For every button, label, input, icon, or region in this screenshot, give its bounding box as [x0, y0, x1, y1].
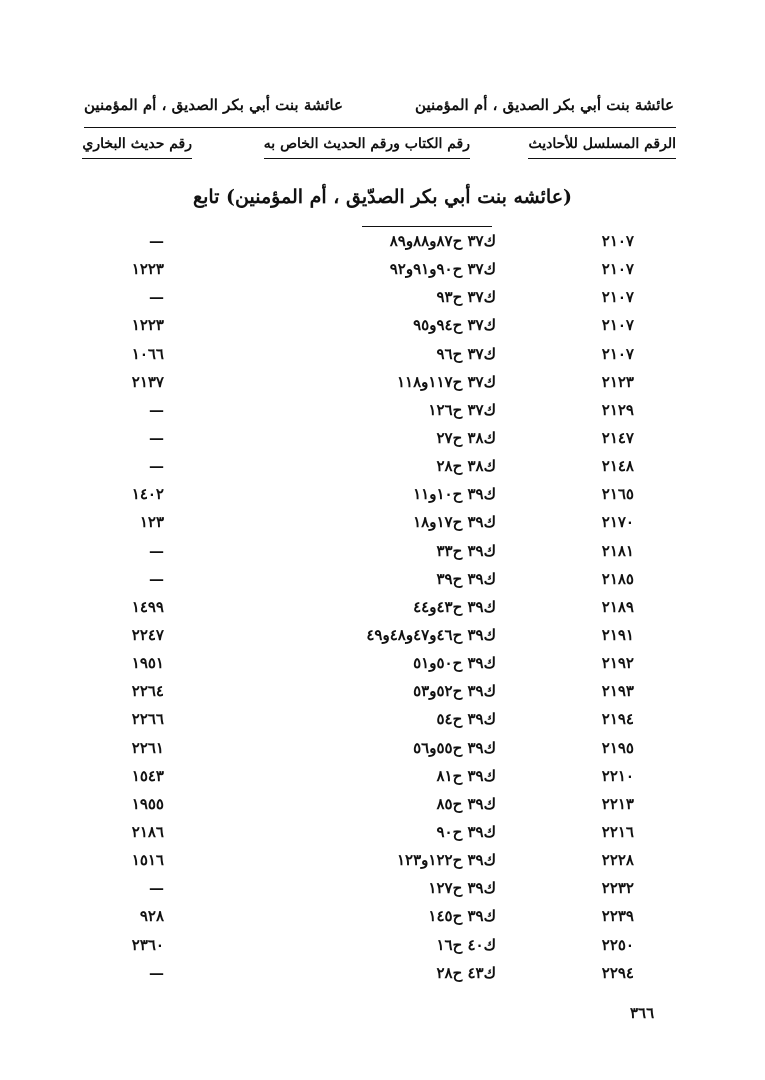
- serial-number-cell: ٢١٨٩: [601, 597, 634, 616]
- book-hadith-cell: ك٣٩ ح٤٣و٤٤: [413, 597, 496, 616]
- section-title: (عائشه بنت أبي بكر الصدّيق ، أم المؤمنين) تابع: [192, 186, 573, 208]
- serial-number-cell: ٢١٤٧: [601, 428, 634, 447]
- serial-number-cell: ٢١٩١: [601, 625, 634, 644]
- table-row: [84, 538, 676, 566]
- bukhari-number-cell: ٩٢٨: [139, 907, 164, 926]
- table-row: [84, 566, 676, 594]
- book-hadith-cell: ك٣٨ ح٢٨: [436, 457, 496, 476]
- bukhari-number-cell: —: [149, 541, 164, 560]
- book-hadith-cell: ك٣٧ ح٩٣: [436, 288, 496, 307]
- table-row: [84, 903, 676, 931]
- bukhari-number-cell: ٢٣٦٠: [131, 935, 164, 954]
- bukhari-number-cell: ٢٢٦٤: [131, 682, 164, 701]
- table-row: [84, 397, 676, 425]
- bukhari-number-cell: —: [149, 288, 164, 307]
- book-hadith-cell: ك٣٧ ح٩٦: [436, 344, 496, 363]
- book-hadith-cell: ك٣٩ ح٩٠: [436, 822, 496, 841]
- serial-number-cell: ٢١٨٥: [601, 569, 634, 588]
- book-hadith-cell: ك٣٩ ح١٢٧: [428, 879, 496, 898]
- book-hadith-cell: ك٣٩ ح١٠و١١: [413, 485, 496, 504]
- serial-number-cell: ٢٢١٠: [601, 766, 634, 785]
- book-hadith-cell: ك٣٩ ح٣٩: [436, 569, 496, 588]
- bukhari-number-cell: ٢٢٦٦: [131, 710, 164, 729]
- bukhari-number-cell: ١٤٩٩: [131, 597, 164, 616]
- serial-number-cell: ٢١٩٢: [601, 654, 634, 673]
- serial-number-cell: ٢١٠٧: [601, 344, 634, 363]
- book-hadith-cell: ك٣٩ ح٥٠و٥١: [413, 654, 496, 673]
- book-hadith-cell: ك٤٣ ح٢٨: [436, 963, 496, 982]
- column-header-book: رقم الكتاب ورقم الحديث الخاص به: [264, 136, 470, 159]
- table-row: [84, 341, 676, 369]
- serial-number-cell: ٢١٠٧: [601, 316, 634, 335]
- serial-number-cell: ٢٢١٣: [601, 794, 634, 813]
- table-row: [84, 791, 676, 819]
- header-rule: [84, 127, 676, 128]
- bukhari-number-cell: ٢١٣٧: [131, 372, 164, 391]
- book-hadith-cell: ك٣٧ ح٩٤و٩٥: [413, 316, 496, 335]
- bukhari-number-cell: —: [149, 569, 164, 588]
- table-row: [84, 256, 676, 284]
- bukhari-number-cell: ١٢٢٣: [131, 260, 164, 279]
- bukhari-number-cell: ١٢٣: [139, 513, 164, 532]
- page-number: ٣٦٦: [630, 1004, 655, 1022]
- bukhari-number-cell: —: [149, 457, 164, 476]
- running-head-right: عائشة بنت أبي بكر الصديق ، أم المؤمنين: [415, 96, 674, 114]
- bukhari-number-cell: ١٠٦٦: [131, 344, 164, 363]
- book-hadith-cell: ك٣٩ ح١٤٥: [428, 907, 496, 926]
- bukhari-number-cell: ٢٢٦١: [131, 738, 164, 757]
- table-row: [84, 763, 676, 791]
- table-row: [84, 706, 676, 734]
- bukhari-number-cell: ١٩٥٥: [131, 794, 164, 813]
- table-row: [84, 481, 676, 509]
- table-row: [84, 960, 676, 988]
- serial-number-cell: ٢١٧٠: [601, 513, 634, 532]
- serial-number-cell: ٢٢٣٩: [601, 907, 634, 926]
- bukhari-number-cell: —: [149, 879, 164, 898]
- bukhari-number-cell: ١٢٢٣: [131, 316, 164, 335]
- book-hadith-cell: ك٣٧ ح٨٧و٨٨و٨٩: [389, 232, 496, 250]
- serial-number-cell: ٢١٩٥: [601, 738, 634, 757]
- column-header-bukhari: رقم حديث البخاري: [82, 136, 192, 159]
- book-hadith-cell: ك٣٩ ح١٢٢و١٢٣: [397, 851, 496, 870]
- serial-number-cell: ٢١٦٥: [601, 485, 634, 504]
- book-hadith-cell: ك٣٩ ح٥٤: [436, 710, 496, 729]
- table-row: [84, 650, 676, 678]
- table-row: [84, 425, 676, 453]
- bukhari-number-cell: ١٥١٦: [131, 851, 164, 870]
- table-row: [84, 847, 676, 875]
- book-hadith-cell: ك٣٩ ح٤٦و٤٧و٤٨و٤٩: [366, 625, 496, 644]
- bukhari-number-cell: ١٤٠٢: [131, 485, 164, 504]
- book-hadith-cell: ك٣٩ ح٨٥: [436, 794, 496, 813]
- running-head: [84, 96, 674, 114]
- serial-number-cell: ٢١٠٧: [601, 232, 634, 250]
- book-hadith-cell: ك٣٨ ح٢٧: [436, 428, 496, 447]
- serial-number-cell: ٢١٠٧: [601, 260, 634, 279]
- table-row: [84, 819, 676, 847]
- serial-number-cell: ٢٢٩٤: [601, 963, 634, 982]
- book-hadith-cell: ك٣٩ ح٥٢و٥٣: [413, 682, 496, 701]
- table-row: [84, 509, 676, 537]
- title-underline: [362, 226, 492, 227]
- table-row: [84, 369, 676, 397]
- serial-number-cell: ٢١٩٣: [601, 682, 634, 701]
- book-hadith-cell: ك٣٩ ح٨١: [436, 766, 496, 785]
- hadith-table: [84, 228, 676, 988]
- table-row: [84, 284, 676, 312]
- bukhari-number-cell: —: [149, 428, 164, 447]
- column-headers: [84, 136, 676, 166]
- table-row: [84, 228, 676, 256]
- table-row: [84, 453, 676, 481]
- bukhari-number-cell: —: [149, 963, 164, 982]
- book-hadith-cell: ك٤٠ ح١٦: [436, 935, 496, 954]
- book-hadith-cell: ك٣٩ ح٣٣: [436, 541, 496, 560]
- table-row: [84, 622, 676, 650]
- bukhari-number-cell: ٢٢٤٧: [131, 625, 164, 644]
- running-head-left: عائشة بنت أبي بكر الصديق ، أم المؤمنين: [84, 96, 343, 114]
- table-row: [84, 735, 676, 763]
- table-row: [84, 875, 676, 903]
- serial-number-cell: ٢١٢٩: [601, 400, 634, 419]
- bukhari-number-cell: —: [149, 400, 164, 419]
- bukhari-number-cell: —: [149, 232, 164, 250]
- serial-number-cell: ٢٢٣٢: [601, 879, 634, 898]
- table-row: [84, 312, 676, 340]
- table-row: [84, 594, 676, 622]
- serial-number-cell: ٢١٨١: [601, 541, 634, 560]
- column-header-serial: الرقم المسلسل للأحاديث: [528, 136, 676, 159]
- serial-number-cell: ٢٢٢٨: [601, 851, 634, 870]
- serial-number-cell: ٢٢١٦: [601, 822, 634, 841]
- serial-number-cell: ٢٢٥٠: [601, 935, 634, 954]
- bukhari-number-cell: ٢١٨٦: [131, 822, 164, 841]
- table-row: [84, 932, 676, 960]
- book-hadith-cell: ك٣٧ ح١٢٦: [428, 400, 496, 419]
- bukhari-number-cell: ١٥٤٣: [131, 766, 164, 785]
- bukhari-number-cell: ١٩٥١: [131, 654, 164, 673]
- book-hadith-cell: ك٣٧ ح١١٧و١١٨: [397, 372, 496, 391]
- book-hadith-cell: ك٣٧ ح٩٠و٩١و٩٢: [389, 260, 496, 279]
- book-hadith-cell: ك٣٩ ح٥٥و٥٦: [413, 738, 496, 757]
- serial-number-cell: ٢١٠٧: [601, 288, 634, 307]
- table-row: [84, 678, 676, 706]
- serial-number-cell: ٢١٩٤: [601, 710, 634, 729]
- book-hadith-cell: ك٣٩ ح١٧و١٨: [413, 513, 496, 532]
- serial-number-cell: ٢١٤٨: [601, 457, 634, 476]
- serial-number-cell: ٢١٢٣: [601, 372, 634, 391]
